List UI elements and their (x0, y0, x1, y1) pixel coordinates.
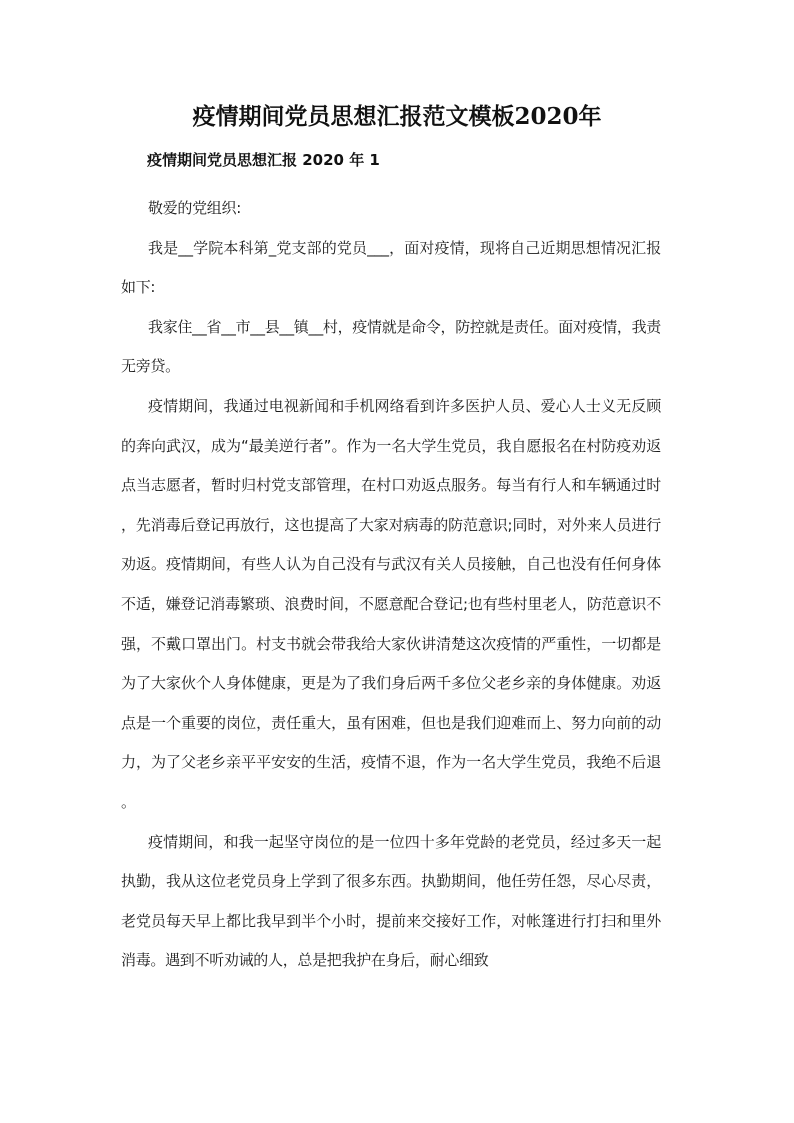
document-subtitle: 疫情期间党员思想汇报 2020 年 1 (147, 151, 380, 169)
body-paragraph: 疫情期间，和我一起坚守岗位的是一位四十多年党龄的老党员，经过多天一起执勤，我从这位老党员身上学到了很多东西。执勤期间，他任劳任怨，尽心尽责，老党员每天早上都比我早到半个小时，提前来交接好工作，对帐篷进行打扫和里外消毒。遇到不听劝诫的人，总是把我护在身后，耐心细致 (121, 832, 661, 970)
salutation-paragraph: 敬爱的党组织: (148, 199, 241, 217)
document-title: 疫情期间党员思想汇报范文模板2020年 (192, 103, 602, 130)
body-paragraph: 疫情期间，我通过电视新闻和手机网络看到许多医护人员、爱心人士义无反顾的奔向武汉，成为“最美逆行者”。作为一名大学生党员，我自愿报名在村防疫劝返点当志愿者，暂时归村党支部管理，在村口劝返点服务。每当有行人和车辆通过时，先消毒后登记再放行，这也提高了大家对病毒的防范意识;同时，对外来人员进行劝返。疫情期间，有些人认为自己没有与武汉有关人员接触，自己也没有任何身体不适，嫌登记消毒繁琐、浪费时间，不愿意配合登记;也有些村里老人，防范意识不强，不戴口罩出门。村支书就会带我给大家伙讲清楚这次疫情的严重性，一切都是为了大家伙个人身体健康，更是为了我们身后两千多位父老乡亲的身体健康。劝返点是一个重要的岗位，责任重大，虽有困难，但也是我们迎难而上、努力向前的动力，为了父老乡亲平平安安的生活，疫情不退，作为一名大学生党员，我绝不后退。 (121, 396, 661, 811)
body-paragraph: 我是__学院本科第_党支部的党员___，面对疫情，现将自己近期思想情况汇报如下: (121, 238, 661, 297)
document-body (121, 189, 661, 981)
body-paragraph: 我家住__省__市__县__镇__村，疫情就是命令，防控就是责任。面对疫情，我责无旁贷。 (121, 317, 662, 376)
